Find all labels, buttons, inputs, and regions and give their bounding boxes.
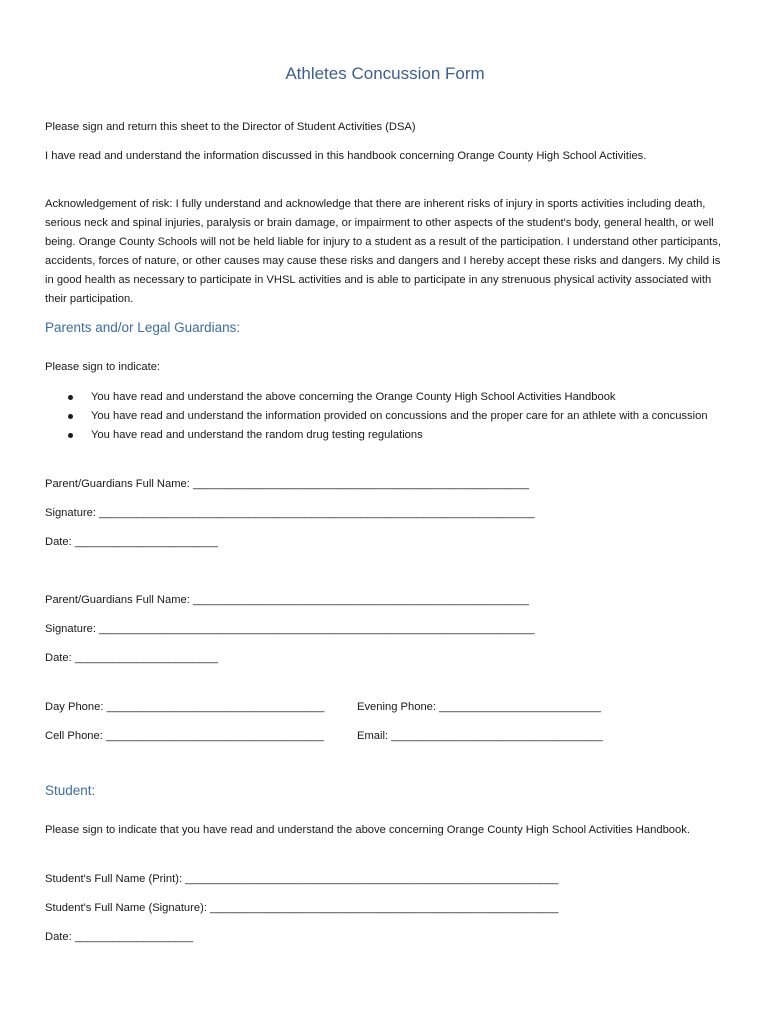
bullet-text: You have read and understand the above concerning the Orange County High School Activities Handbook	[91, 391, 616, 403]
student-full-name-signature-field[interactable]: Student's Full Name (Signature): ________________________________________________________	[45, 902, 559, 914]
evening-phone-field[interactable]: Evening Phone: __________________________	[357, 701, 601, 713]
day-phone-field[interactable]: Day Phone: ___________________________________	[45, 701, 325, 713]
form-title: Athletes Concussion Form	[285, 64, 485, 83]
email-field[interactable]: Email: __________________________________	[357, 730, 603, 742]
list-item	[45, 388, 725, 407]
guardian2-full-name-field[interactable]: Parent/Guardians Full Name: ______________________________________________________	[45, 594, 529, 606]
parents-bullet-list	[45, 388, 725, 445]
student-full-name-print-field[interactable]: Student's Full Name (Print): ____________________________________________________________	[45, 873, 559, 885]
parents-heading: Parents and/or Legal Guardians:	[45, 320, 241, 335]
guardian1-full-name-field[interactable]: Parent/Guardians Full Name: ______________________________________________________	[45, 478, 529, 490]
guardian2-signature-field[interactable]: Signature: ______________________________________________________________________	[45, 623, 535, 635]
list-item	[45, 426, 725, 445]
student-sign-prompt: Please sign to indicate that you have read and understand the above concerning Orange County High School Activities Handbook.	[45, 824, 690, 836]
student-heading: Student:	[45, 783, 96, 798]
read-statement: I have read and understand the information discussed in this handbook concerning Orange County High School Activities.	[45, 150, 647, 162]
guardian1-date-field[interactable]: Date: _______________________	[45, 536, 218, 548]
student-date-field[interactable]: Date: ___________________	[45, 931, 194, 943]
bullet-icon	[68, 414, 73, 419]
bullet-icon	[68, 433, 73, 438]
acknowledgement-paragraph: Acknowledgement of risk: I fully understand and acknowledge that there are inherent risks of injury in sports activities including death, serious neck and spinal injuries, paralysis or brain damage, or impairment to other aspects of the student's body, general health, or well being. Orange County Schools will not be held liable for injury to a student as a result of the participation. I understand other participants, accidents, forces of nature, or other causes may cause these risks and dangers and I hereby accept these risks and dangers. My child is in good health as necessary to participate in VHSL activities and is able to participate in any strenuous physical activity associated with their participation.	[45, 198, 721, 305]
guardian2-date-field[interactable]: Date: _______________________	[45, 652, 218, 664]
bullet-text: You have read and understand the random drug testing regulations	[91, 429, 423, 441]
parents-sign-prompt: Please sign to indicate:	[45, 361, 161, 373]
guardian1-signature-field[interactable]: Signature: ______________________________________________________________________	[45, 507, 535, 519]
list-item	[45, 407, 725, 426]
return-note: Please sign and return this sheet to the Director of Student Activities (DSA)	[45, 121, 416, 133]
cell-phone-field[interactable]: Cell Phone: ___________________________________	[45, 730, 324, 742]
bullet-icon	[68, 395, 73, 400]
bullet-text: You have read and understand the information provided on concussions and the proper care for an athlete with a concussion	[91, 410, 708, 422]
